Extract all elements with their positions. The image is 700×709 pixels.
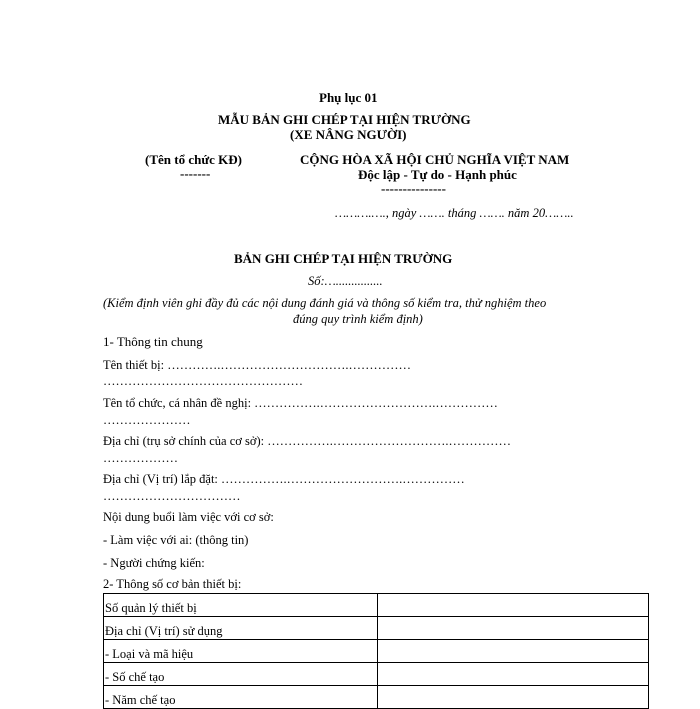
install-location-cont: …………………………… bbox=[103, 489, 241, 503]
param-label: Số quản lý thiết bị bbox=[104, 594, 378, 617]
date-line: ……….…., ngày ……. tháng ……. năm 20…….. bbox=[335, 206, 574, 220]
device-name-line: Tên thiết bị: ………….………………………….…………… bbox=[103, 358, 411, 372]
param-value bbox=[378, 640, 649, 663]
witness-label: - Người chứng kiến: bbox=[103, 556, 205, 570]
org-dash: ------- bbox=[180, 166, 211, 181]
table-row bbox=[104, 594, 649, 617]
table-row bbox=[104, 617, 649, 640]
requester-line: Tên tổ chức, cá nhân đề nghị: …………….……………………….…………… bbox=[103, 396, 498, 410]
param-label: - Năm chế tạo bbox=[104, 686, 378, 709]
param-value bbox=[378, 663, 649, 686]
param-value bbox=[378, 617, 649, 640]
record-title: BẢN GHI CHÉP TẠI HIỆN TRƯỜNG bbox=[234, 251, 453, 266]
form-title: MẪU BẢN GHI CHÉP TẠI HIỆN TRƯỜNG bbox=[218, 112, 471, 127]
motto-dash: --------------- bbox=[381, 181, 446, 196]
address-line: Địa chỉ (trụ sở chính của cơ sở): …………….……………………….…………… bbox=[103, 434, 511, 448]
work-with-label: - Làm việc với ai: (thông tin) bbox=[103, 533, 249, 547]
param-value bbox=[378, 686, 649, 709]
meeting-content-label: Nội dung buổi làm việc với cơ sở: bbox=[103, 510, 274, 524]
instruction-line-1: (Kiểm định viên ghi đầy đủ các nội dung đánh giá và thông số kiểm tra, thử nghiệm theo bbox=[103, 296, 547, 310]
address-cont: ……………… bbox=[103, 451, 178, 465]
org-name: (Tên tổ chức KĐ) bbox=[145, 152, 242, 167]
device-params-table bbox=[103, 593, 649, 709]
motto: Độc lập - Tự do - Hạnh phúc bbox=[358, 167, 517, 182]
param-label: - Loại và mã hiệu bbox=[104, 640, 378, 663]
param-label: - Số chế tạo bbox=[104, 663, 378, 686]
install-location-line: Địa chỉ (Vị trí) lắp đặt: …………….……………………….…………… bbox=[103, 472, 465, 486]
param-label: Địa chỉ (Vị trí) sử dụng bbox=[104, 617, 378, 640]
table-row bbox=[104, 663, 649, 686]
country-name: CỘNG HÒA XÃ HỘI CHỦ NGHĨA VIỆT NAM bbox=[300, 152, 570, 167]
section-params-heading: 2- Thông số cơ bản thiết bị: bbox=[103, 577, 242, 591]
section-general-heading: 1- Thông tin chung bbox=[103, 334, 203, 349]
record-number: Số:…............... bbox=[308, 274, 383, 288]
table-row bbox=[104, 686, 649, 709]
device-name-cont: ………………………………………… bbox=[103, 374, 303, 388]
form-subtitle: (XE NÂNG NGƯỜI) bbox=[290, 127, 407, 142]
instruction-line-2: đúng quy trình kiểm định) bbox=[293, 312, 423, 326]
requester-cont: ………………… bbox=[103, 413, 191, 427]
appendix-label: Phụ lục 01 bbox=[319, 90, 378, 105]
param-value bbox=[378, 594, 649, 617]
table-row bbox=[104, 640, 649, 663]
